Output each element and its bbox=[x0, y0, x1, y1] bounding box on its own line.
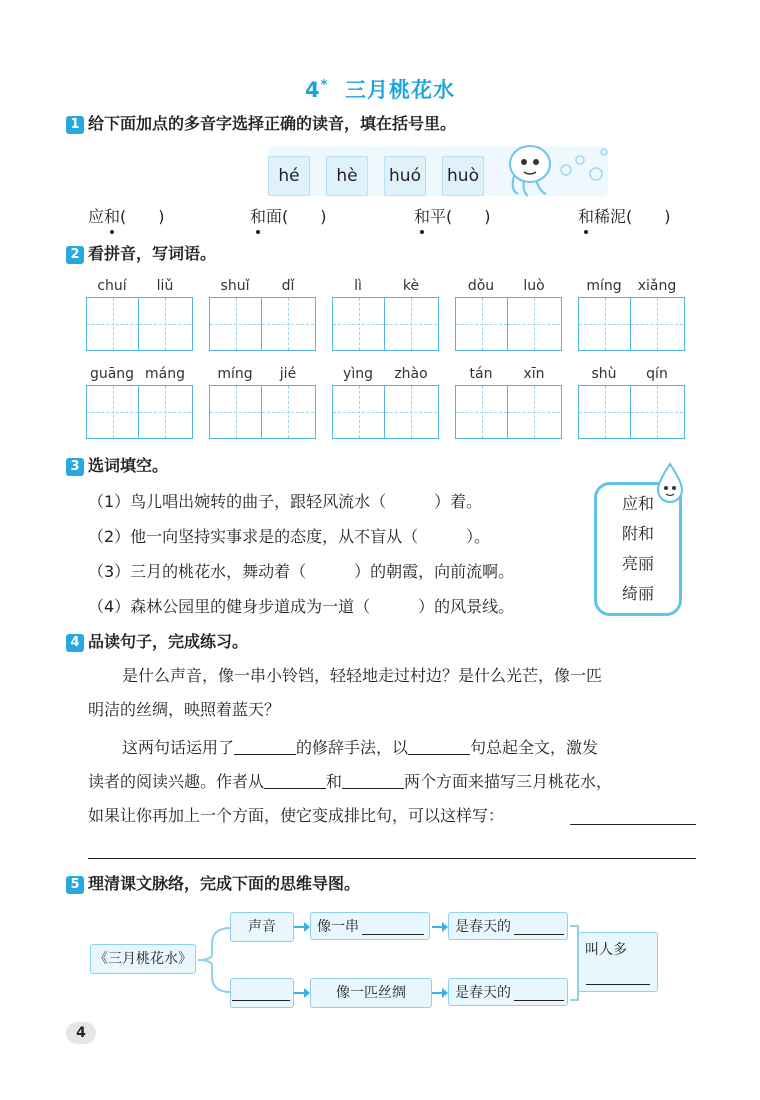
pinyin-label: qín bbox=[646, 366, 668, 382]
writing-grid[interactable] bbox=[86, 297, 193, 351]
word-choice: 附和 bbox=[621, 524, 654, 543]
mindmap-node-silk: 像一匹丝绸 bbox=[310, 978, 432, 1008]
word-choice: 应和 bbox=[621, 494, 654, 513]
pinyin-label: dǒu bbox=[467, 278, 495, 294]
answer-blank[interactable] bbox=[514, 934, 564, 935]
q3-sentence-3: （3）三月的桃花水，舞动着（ ）的朝霞，向前流啊。 bbox=[88, 562, 515, 581]
pinyin-label: luò bbox=[523, 278, 545, 294]
emphasis-dot bbox=[584, 230, 588, 234]
pinyin-label: míng bbox=[217, 366, 253, 382]
quoted-sentence-line-1: 是什么声音，像一串小铃铛，轻轻地走过村边？是什么光芒，像一匹 bbox=[122, 666, 603, 685]
writing-grid[interactable] bbox=[209, 385, 316, 439]
mindmap-brace bbox=[194, 926, 232, 994]
writing-grid[interactable] bbox=[332, 297, 439, 351]
arrow-icon bbox=[294, 926, 306, 928]
q1-item-2: 和面( ) bbox=[250, 207, 327, 226]
word-choice: 亮丽 bbox=[621, 554, 654, 573]
page-number: 4 bbox=[66, 1022, 96, 1044]
pinyin-option: huó bbox=[384, 156, 426, 196]
q3-sentence-1: （1）鸟儿唱出婉转的曲子，跟轻风流水（ ）着。 bbox=[88, 492, 483, 511]
question-1-heading: 1 给下面加点的多音字选择正确的读音，填在括号里。 bbox=[66, 114, 456, 134]
writing-grid[interactable] bbox=[209, 297, 316, 351]
pinyin-label: zhào bbox=[394, 366, 428, 382]
answer-blank[interactable] bbox=[362, 934, 424, 935]
arrow-icon bbox=[294, 992, 306, 994]
mindmap-node-final: 叫人多 bbox=[578, 932, 658, 992]
q3-sentence-2: （2）他一向坚持实事求是的态度，从不盲从（ ）。 bbox=[88, 527, 491, 546]
writing-grid[interactable] bbox=[332, 385, 439, 439]
answer-blank[interactable] bbox=[232, 1000, 290, 1001]
emphasis-dot bbox=[110, 230, 114, 234]
answer-blank[interactable] bbox=[408, 740, 470, 755]
answer-line[interactable] bbox=[88, 858, 696, 859]
question-2-heading: 2 看拼音，写词语。 bbox=[66, 244, 216, 264]
arrow-icon bbox=[432, 926, 444, 928]
emphasis-dot bbox=[420, 230, 424, 234]
pinyin-label: chuí bbox=[97, 278, 127, 294]
water-drop-mascot-icon bbox=[648, 462, 692, 508]
mindmap-root: 《三月桃花水》 bbox=[90, 944, 196, 974]
quoted-sentence-line-2: 明洁的丝绸，映照着蓝天？ bbox=[88, 700, 281, 719]
emphasis-dot bbox=[256, 230, 260, 234]
answer-blank[interactable] bbox=[264, 774, 326, 789]
writing-grid[interactable] bbox=[86, 385, 193, 439]
writing-grid[interactable] bbox=[578, 297, 685, 351]
q4-text-line-1: 这两句话运用了 的修辞手法，以 句总起全文，激发 bbox=[122, 738, 599, 757]
pinyin-label: shù bbox=[591, 366, 617, 382]
writing-grid[interactable] bbox=[578, 385, 685, 439]
mindmap-node-spring-2: 是春天的 bbox=[448, 978, 568, 1006]
arrow-icon bbox=[432, 992, 444, 994]
pinyin-label: guāng bbox=[89, 366, 135, 382]
pinyin-label: lì bbox=[354, 278, 362, 294]
question-4-heading: 4 品读句子，完成练习。 bbox=[66, 632, 248, 652]
mindmap-node-blank bbox=[230, 978, 294, 1008]
word-choice: 绮丽 bbox=[621, 584, 654, 603]
pinyin-label: míng bbox=[586, 278, 622, 294]
q3-sentence-4: （4）森林公园里的健身步道成为一道（ ）的风景线。 bbox=[88, 597, 515, 616]
pinyin-label: xīn bbox=[523, 366, 545, 382]
octopus-mascot-icon bbox=[496, 140, 616, 200]
pinyin-label: shuǐ bbox=[220, 278, 250, 294]
answer-blank[interactable] bbox=[514, 1000, 564, 1001]
pinyin-option: hè bbox=[326, 156, 368, 196]
page-title: 4* 三月桃花水 bbox=[304, 78, 456, 102]
mindmap-node-sound: 声音 bbox=[230, 912, 294, 942]
answer-blank[interactable] bbox=[342, 774, 404, 789]
mindmap-node-like-string: 像一串 bbox=[310, 912, 430, 940]
writing-grid[interactable] bbox=[455, 297, 562, 351]
pinyin-option: huò bbox=[442, 156, 484, 196]
question-5-heading: 5 理清课文脉络，完成下面的思维导图。 bbox=[66, 874, 360, 894]
q1-item-4: 和稀泥( ) bbox=[578, 207, 671, 226]
pinyin-label: kè bbox=[402, 278, 420, 294]
pinyin-label: liǔ bbox=[156, 278, 174, 294]
writing-grid[interactable] bbox=[455, 385, 562, 439]
pinyin-option: hé bbox=[268, 156, 310, 196]
pinyin-label: dǐ bbox=[281, 278, 295, 294]
q1-item-3: 和平( ) bbox=[414, 207, 491, 226]
q4-text-line-2: 读者的阅读兴趣。作者从 和 两个方面来描写三月桃花水， bbox=[88, 772, 613, 791]
q1-item-1: 应和( ) bbox=[88, 207, 165, 226]
pinyin-label: máng bbox=[145, 366, 185, 382]
pinyin-label: yìng bbox=[343, 366, 373, 382]
answer-blank[interactable] bbox=[234, 740, 296, 755]
pinyin-label: xiǎng bbox=[637, 278, 677, 294]
q4-text-line-3: 如果让你再加上一个方面，使它变成排比句，可以这样写： bbox=[88, 806, 505, 825]
question-3-heading: 3 选词填空。 bbox=[66, 456, 168, 476]
answer-blank[interactable] bbox=[570, 824, 696, 825]
pinyin-label: tán bbox=[469, 366, 493, 382]
mindmap-node-spring-1: 是春天的 bbox=[448, 912, 568, 940]
pinyin-label: jié bbox=[279, 366, 297, 382]
answer-blank[interactable] bbox=[586, 984, 650, 985]
